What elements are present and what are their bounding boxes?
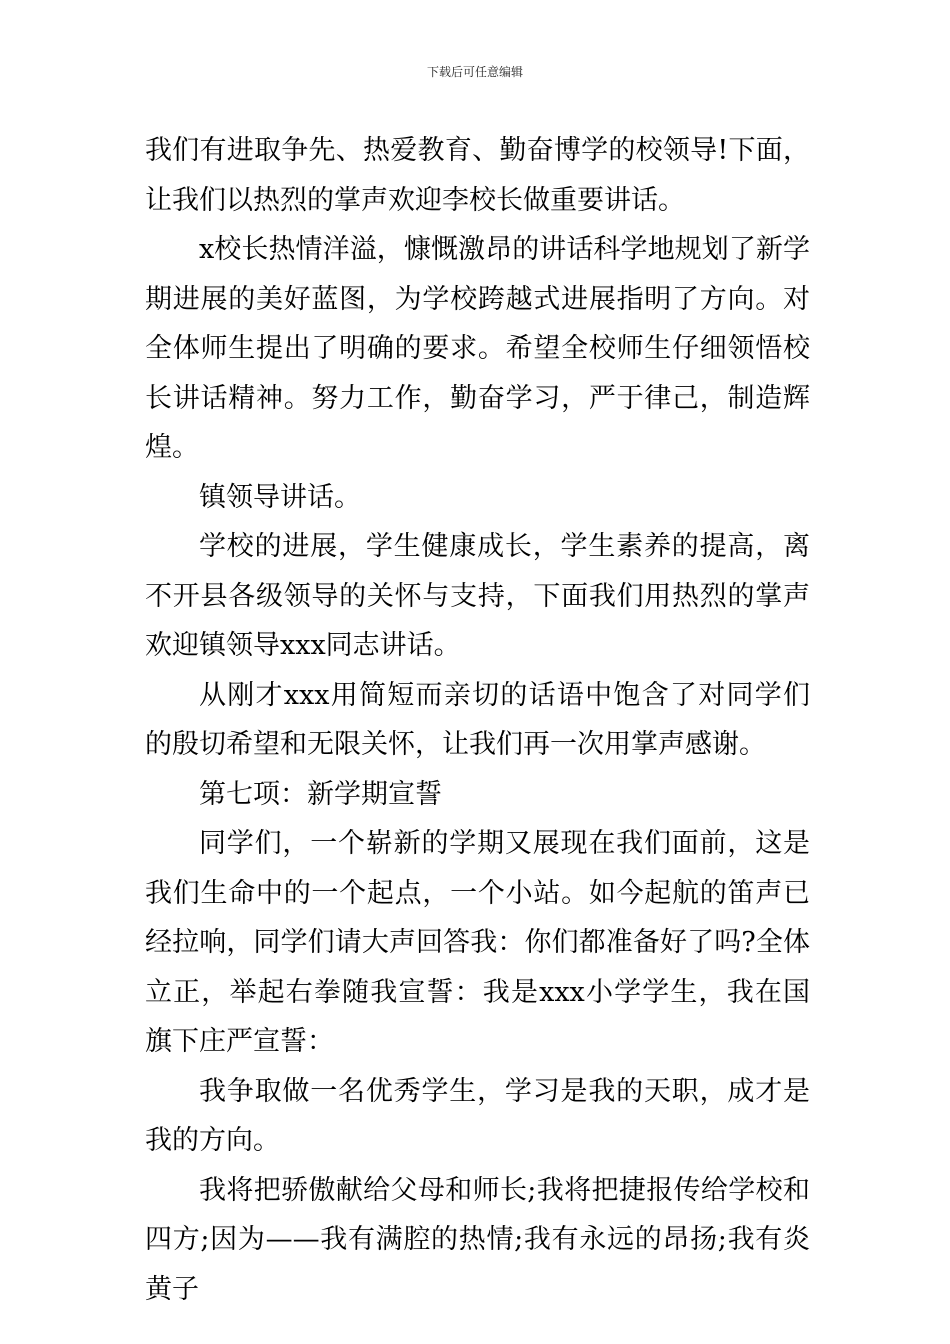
paragraph-4: 学校的进展，学生健康成长，学生素养的提高，离不开县各级领导的关怀与支持，下面我们用热烈的掌声欢迎镇领导xxx同志讲话。 bbox=[145, 531, 810, 661]
paragraph-5: 从刚才xxx用简短而亲切的话语中饱含了对同学们的殷切希望和无限关怀，让我们再一次用掌声感谢。 bbox=[145, 679, 810, 760]
paragraph-1: 我们有进取争先、热爱教育、勤奋博学的校领导!下面，让我们以热烈的掌声欢迎李校长做重要讲话。 bbox=[145, 135, 810, 216]
paragraph-3: 镇领导讲话。 bbox=[199, 481, 361, 513]
paragraph-2: x校长热情洋溢，慷慨激昂的讲话科学地规划了新学期进展的美好蓝图，为学校跨越式进展指明了方向。对全体师生提出了明确的要求。希望全校师生仔细领悟校长讲话精神。努力工作，勤奋学习，严于律己，制造辉煌。 bbox=[145, 234, 810, 463]
paragraph-7: 同学们，一个崭新的学期又展现在我们面前，这是我们生命中的一个起点，一个小站。如今起航的笛声已经拉响，同学们请大声回答我：你们都准备好了吗?全体立正，举起右拳随我宣誓：我是xxx小学学生，我在国旗下庄严宣誓： bbox=[145, 828, 810, 1057]
section-heading: 第七项：新学期宣誓 bbox=[199, 778, 442, 810]
document-body bbox=[145, 126, 810, 1314]
page-header: 下载后可任意编辑 bbox=[426, 65, 523, 79]
paragraph-8: 我争取做一名优秀学生，学习是我的天职，成才是我的方向。 bbox=[145, 1075, 810, 1156]
paragraph-9: 我将把骄傲献给父母和师长;我将把捷报传给学校和四方;因为——我有满腔的热情;我有永远的昂扬;我有炎黄子 bbox=[145, 1174, 810, 1305]
